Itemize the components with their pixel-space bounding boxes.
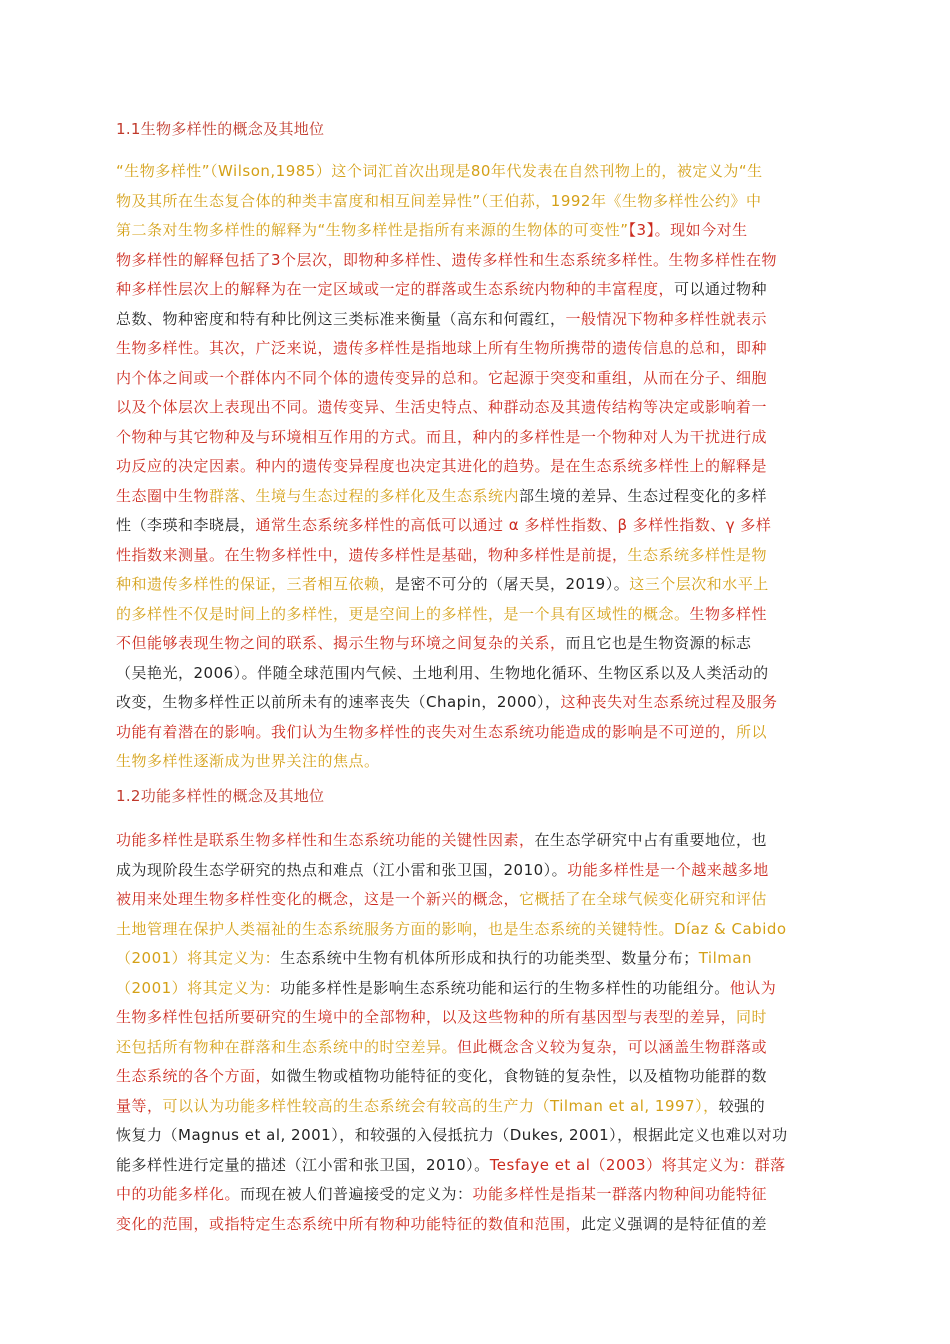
text-line [116, 306, 767, 332]
text-run: 但此概念含义较为复杂，可以涵盖生物群落或 [457, 1037, 768, 1056]
text-run: 所以 [736, 722, 768, 741]
text-run: 而且它也是生物资源的标志 [565, 634, 752, 652]
text-line [116, 483, 767, 509]
text-run: 成为现阶段生态学研究的热点和难点（江小雷和张卫国，2010）。 [116, 860, 568, 879]
text-line [116, 1093, 765, 1119]
text-run: 群落、生境与生态过程的多样化及生态系统内 [209, 486, 520, 505]
text-run: 部生境的差异、生态过程变化的多样 [519, 486, 768, 505]
text-run: 这三个层次和水平上 [629, 575, 769, 593]
text-run: 生物多样性包括所要研究的生境中的全部物种，以及这些物种的所有基因型与表型的差异， [116, 1008, 737, 1026]
text-run: 这种丧失对生态系统过程及服务 [560, 693, 778, 711]
text-run: 被用来处理生物多样性变化的概念，这是一个新兴的概念， [116, 890, 520, 908]
text-run: 生物多样性逐渐成为世界关注的焦点。 [116, 752, 380, 770]
text-run: 不但能够表现生物之间的联系、揭示生物与环境之间复杂的关系， [116, 634, 566, 652]
text-run: 功能有着潜在的影响。我们认为生物多样性的丧失对生态系统功能造成的影响是不可逆的， [116, 722, 737, 741]
text-line [116, 748, 380, 774]
text-line [116, 1034, 767, 1060]
text-run: Tesfaye et al（2003）将其定义为：群落 [489, 1155, 786, 1174]
text-run: 以及个体层次上表现出不同。遗传变异、生活史特点、种群动态及其遗传结构等决定或影响着一 [116, 398, 768, 416]
text-line [116, 601, 767, 627]
text-line [116, 394, 767, 420]
text-run: 的多样性不仅是时间上的多样性，更是空间上的多样性，是一个具有区域性的概念。 [116, 604, 690, 623]
text-run: （2001）将其定义为： [116, 978, 281, 997]
text-run: 变化的范围，或指特定生态系统中所有物种功能特征的数值和范围， [116, 1214, 582, 1233]
text-run: 功能多样性是影响生态系统功能和运行的生物多样性的功能组分。 [280, 978, 730, 997]
text-line [116, 857, 769, 883]
text-run: 性（李瑛和李晓晨， [116, 516, 256, 534]
text-run: 性指数来测量。在生物多样性中，遗传多样性是基础，物种多样性是前提， [116, 545, 628, 564]
text-line [116, 719, 767, 745]
text-run: 他认为 [729, 978, 777, 997]
text-run: 功能多样性是联系生物多样性和生态系统功能的关键性因素， [116, 831, 535, 849]
text-line [116, 247, 777, 273]
text-run: 功反应的决定因素。种内的遗传变异程度也决定其进化的趋势。是在生态系统多样性上的解释是 [116, 457, 768, 475]
text-line [116, 1152, 786, 1178]
text-run: 一般情况下物种多样性就表示 [565, 309, 768, 328]
text-line [116, 1211, 767, 1237]
text-run: “生物多样性”（Wilson,1985）这个词汇首次出现是80年代发表在自然刊物上的，被定义为“生 [116, 162, 763, 180]
text-run: 种和遗传多样性的保证，三者相互依赖， [116, 575, 396, 593]
text-run: 内个体之间或一个群体内不同个体的遗传变异的总和。它起源于突变和重组，从而在分子、细胞 [116, 368, 768, 387]
text-line [116, 689, 778, 715]
text-run: 可以认为功能多样性较高的生态系统会有较高的生产力（Tilman et al, 1997）， [162, 1096, 719, 1115]
text-run: 它概括了在全球气候变化研究和评估 [519, 890, 768, 908]
text-line [116, 424, 767, 450]
text-line [116, 1004, 767, 1030]
text-run: 物多样性的解释包括了3个层次，即物种多样性、遗传多样性和生态系统多样性。生物多样性在物 [116, 250, 778, 269]
text-line [116, 1122, 788, 1148]
text-run: 如微生物或植物功能特征的变化，食物链的复杂性，以及植物功能群的数 [271, 1067, 768, 1085]
text-line [116, 1181, 767, 1207]
text-run: 能多样性进行定量的描述（江小雷和张卫国，2010）。 [116, 1155, 490, 1174]
text-run: 较强的 [718, 1096, 766, 1115]
text-run: 改变，生物多样性正以前所未有的速率丧失（Chapin，2000）， [116, 693, 561, 711]
text-run: 物及其所在生态复合体的种类丰富度和相互间差异性”（王伯荪，1992年《生物多样性公约》中 [116, 191, 762, 210]
text-run: （2001）将其定义为： [116, 949, 281, 967]
text-run: 可以通过物种 [674, 280, 768, 298]
text-run: 此定义强调的是特征值的差 [581, 1214, 768, 1233]
text-run: 是密不可分的（屠天昊，2019）。 [395, 575, 630, 593]
text-line [116, 335, 767, 361]
text-run: 种多样性层次上的解释为在一定区域或一定的群落或生态系统内物种的丰富程度， [116, 280, 675, 298]
text-line [116, 630, 752, 656]
text-line [116, 945, 752, 971]
text-line [116, 571, 769, 597]
text-line [116, 512, 771, 538]
text-run: Tilman [698, 949, 753, 967]
text-run: 第二条对生物多样性的解释为“生物多样性是指所有来源的生物体的可变性” [116, 221, 629, 239]
section-heading-1-2: 1.2功能多样性的概念及其地位 [116, 787, 325, 805]
text-run: 同时 [736, 1008, 768, 1026]
text-line [116, 660, 769, 686]
text-line [116, 886, 767, 912]
text-run: 生态系统的各个方面， [116, 1067, 272, 1085]
text-run: 还包括所有物种在群落和生态系统中的时空差异。 [116, 1037, 458, 1056]
text-run: 在生态学研究中占有重要地位，也 [534, 831, 768, 849]
text-run: 个物种与其它物种及与环境相互作用的方式。而且，种内的多样性是一个物种对人为干扰进行成 [116, 427, 768, 446]
text-run: 土地管理在保护人类福祉的生态系统服务方面的影响，也是生态系统的关键特性。Díaz & Cabido [116, 919, 787, 938]
text-run: 生态系统中生物有机体所形成和执行的功能类型、数量分布； [280, 949, 699, 967]
text-line [116, 217, 748, 243]
text-line [116, 276, 767, 302]
text-line [116, 916, 787, 942]
text-run: 功能多样性是一个越来越多地 [567, 860, 769, 879]
text-run: 恢复力（Magnus et al, 2001），和较强的入侵抵抗力（Dukes, 2001），根据此定义也难以对功 [116, 1126, 788, 1144]
text-run: （吴艳光，2006）。伴随全球范围内气候、土地利用、生物地化循环、生物区系以及人类活动的 [116, 663, 769, 682]
text-run: 生态圈中生物 [116, 486, 210, 505]
text-line [116, 365, 767, 391]
text-line [116, 827, 767, 853]
text-run: 而现在被人们普遍接受的定义为： [240, 1185, 473, 1203]
text-run: 总数、物种密度和特有种比例这三类标准来衡量（高东和何霞红， [116, 309, 566, 328]
text-run: 生物多样性 [689, 604, 768, 623]
text-run: 生态系统多样性是物 [627, 545, 768, 564]
text-run: 功能多样性是指某一群落内物种间功能特征 [472, 1185, 768, 1203]
text-line [116, 975, 776, 1001]
text-run: 量等， [116, 1096, 163, 1115]
text-run: 生物多样性。其次，广泛来说，遗传多样性是指地球上所有生物所携带的遗传信息的总和，即种 [116, 339, 768, 357]
section-heading-1-1: 1.1生物多样性的概念及其地位 [116, 120, 325, 138]
text-run: 通常生态系统多样性的高低可以通过 α 多样性指数、β 多样性指数、γ 多样 [255, 516, 772, 534]
text-line [116, 188, 761, 214]
text-line [116, 542, 767, 568]
text-run: 【3】。现如今对生 [628, 221, 748, 239]
text-run: 中的功能多样化。 [116, 1185, 241, 1203]
text-line [116, 453, 767, 479]
text-line [116, 158, 763, 184]
text-line [116, 1063, 767, 1089]
